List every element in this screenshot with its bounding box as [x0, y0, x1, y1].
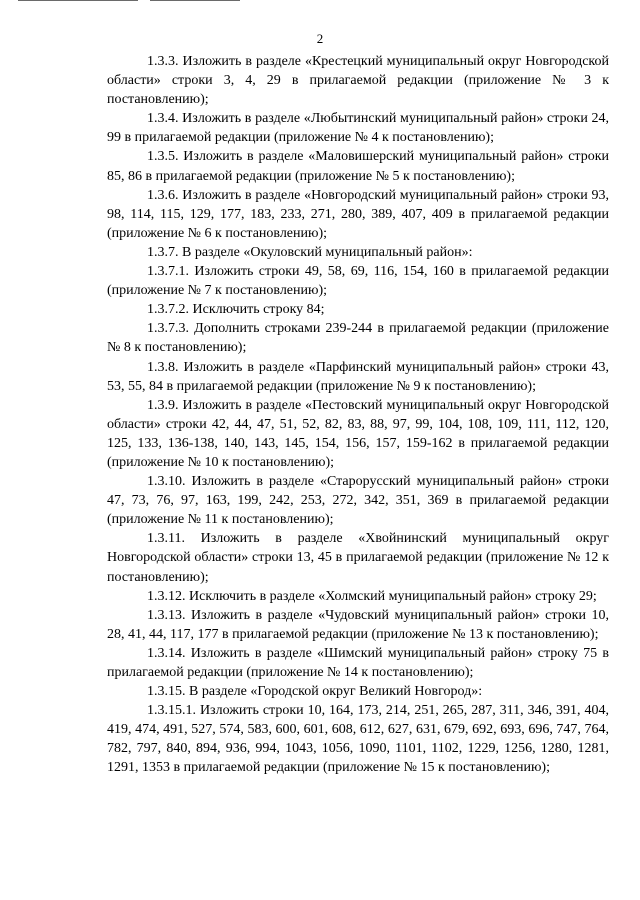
paragraph-1-3-3: 1.3.3. Изложить в разделе «Крестецкий муниципальный округ Новгородской области» строки 3, 4, 29 в прилагаемой редакции (приложение № 3 к постановлению);: [107, 54, 609, 108]
paragraph-1-3-4: 1.3.4. Изложить в разделе «Любытинский муниципальный район» строки 24, 99 в прилагаемой редакции (приложение № 4 к постановлению);: [107, 111, 609, 146]
paragraph-1-3-15-1: 1.3.15.1. Изложить строки 10, 164, 173, 214, 251, 265, 287, 311, 346, 391, 404, 419, 474, 491, 527, 574, 583, 600, 601, 608, 612, 627, 631, 679, 692, 693, 696, 747, 764, 782, 797, 840, 894, 936, 994, 1043, 1056, 1090, 1101, 1102, 1229, 1256, 1280, 1281, 1291, 1353 в прилагаемой редакции (приложение № 15 к постановлению);: [107, 703, 609, 776]
paragraph-1-3-12: 1.3.12. Исключить в разделе «Холмский муниципальный район» строку 29;: [147, 588, 597, 604]
paragraph-1-3-7-3: 1.3.7.3. Дополнить строками 239-244 в прилагаемой редакции (приложение № 8 к постановлению);: [107, 321, 609, 356]
paragraph-1-3-8: 1.3.8. Изложить в разделе «Парфинский муниципальный район» строки 43, 53, 55, 84 в прилагаемой редакции (приложение № 9 к постановлению);: [107, 359, 609, 394]
paragraph-1-3-15: 1.3.15. В разделе «Городской округ Великий Новгород»:: [147, 684, 483, 700]
paragraph-1-3-6: 1.3.6. Изложить в разделе «Новгородский муниципальный район» строки 93, 98, 114, 115, 129, 177, 183, 233, 271, 280, 389, 407, 409 в прилагаемой редакции (приложение № 6 к постановлению);: [107, 187, 609, 241]
document-body: [107, 52, 609, 778]
paragraph-1-3-13: 1.3.13. Изложить в разделе «Чудовский муниципальный район» строки 10, 28, 41, 44, 117, 177 в прилагаемой редакции (приложение № 13 к постановлению);: [107, 607, 609, 642]
scan-edge-mark: [18, 0, 138, 1]
paragraph-1-3-9: 1.3.9. Изложить в разделе «Пестовский муниципальный округ Новгородской области» строки 42, 44, 47, 51, 52, 82, 83, 88, 97, 99, 104, 108, 109, 111, 112, 120, 125, 133, 136-138, 140, 143, 145, 154, 156, 157, 159-162 в прилагаемой редакции (приложение № 10 к постановлению);: [107, 397, 609, 470]
paragraph-1-3-7: 1.3.7. В разделе «Окуловский муниципальный район»:: [147, 244, 473, 260]
paragraph-1-3-5: 1.3.5. Изложить в разделе «Маловишерский муниципальный район» строки 85, 86 в прилагаемой редакции (приложение № 5 к постановлению);: [107, 149, 609, 184]
paragraph-1-3-11: 1.3.11. Изложить в разделе «Хвойнинский муниципальный округ Новгородской области» строки 13, 45 в прилагаемой редакции (приложение № 12 к постановлению);: [107, 531, 609, 585]
paragraph-1-3-14: 1.3.14. Изложить в разделе «Шимский муниципальный район» строку 75 в прилагаемой редакции (приложение № 14 к постановлению);: [107, 645, 609, 680]
scan-edge-mark: [150, 0, 240, 1]
paragraph-1-3-7-1: 1.3.7.1. Изложить строки 49, 58, 69, 116, 154, 160 в прилагаемой редакции (приложение № 7 к постановлению);: [107, 264, 609, 299]
paragraph-1-3-10: 1.3.10. Изложить в разделе «Старорусский муниципальный район» строки 47, 73, 76, 97, 163, 199, 242, 253, 272, 342, 351, 369 в прилагаемой редакции (приложение № 11 к постановлению);: [107, 474, 609, 528]
paragraph-1-3-7-2: 1.3.7.2. Исключить строку 84;: [147, 302, 325, 318]
page-number: 2: [316, 31, 324, 46]
